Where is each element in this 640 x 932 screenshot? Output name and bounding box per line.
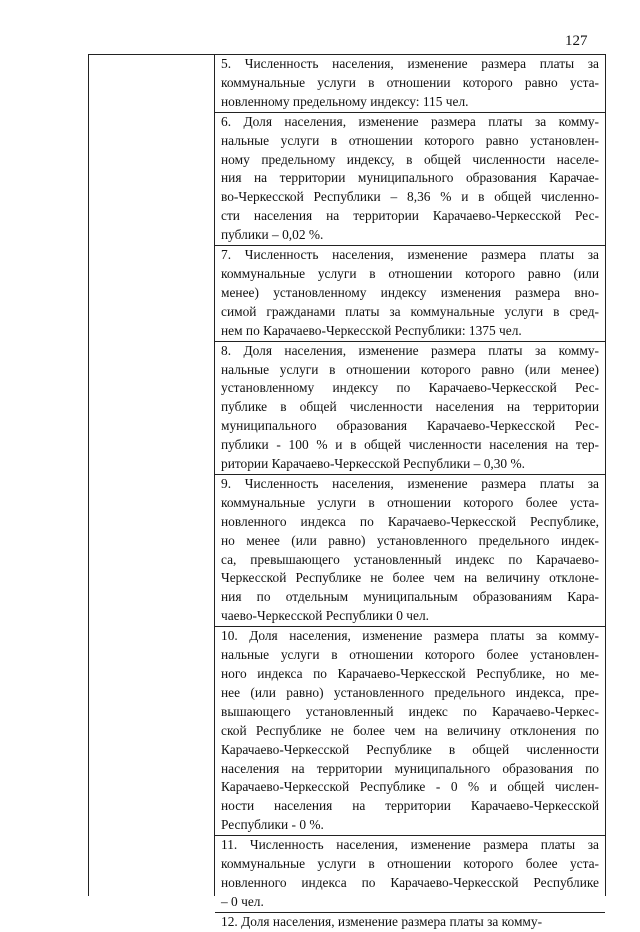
text-line: менее) установленному индексу изменения размера вно- xyxy=(221,284,599,300)
table-cell-item xyxy=(215,55,605,113)
table-cell-item xyxy=(215,627,605,836)
text-line: – 0 чел. xyxy=(221,893,264,909)
text-line: муниципального образования Карачаево-Черкесской Рес- xyxy=(221,418,599,434)
table-right-column xyxy=(215,55,605,929)
text-line: коммунальные услуги в отношении которого равно (или xyxy=(221,265,599,281)
text-line: коммунальные услуги в отношении которого равно уста- xyxy=(221,74,599,90)
table-cell-item xyxy=(215,342,605,475)
table-cell-item xyxy=(215,475,605,627)
text-line: ного индекса по Карачаево-Черкесской Республике, но ме- xyxy=(221,666,599,681)
text-line: но менее (или равно) установленного предельного индек- xyxy=(221,532,599,548)
text-line: новленного индекса по Карачаево-Черкесской Республике, xyxy=(221,513,599,529)
text-line: Черкесской Республике не более чем на величину отклоне- xyxy=(221,570,599,586)
text-line: нее (или равно) установленного предельного индекса, пре- xyxy=(221,684,599,700)
text-line: 12. Доля населения, изменение размера платы за комму- xyxy=(221,913,543,929)
table-cell-item xyxy=(215,913,605,932)
text-line: публики - 100 % и в общей численности населения на тер- xyxy=(221,437,599,453)
text-line: нальные услуги в отношении которого более установлен- xyxy=(221,647,599,663)
text-line: ния по отдельным муниципальным образованиям Кара- xyxy=(221,589,599,605)
text-line: нальные услуги в отношении которого равно установлен- xyxy=(221,132,599,148)
text-line: новленного индекса по Карачаево-Черкесской Республике xyxy=(221,874,599,890)
text-line: Республики - 0 %. xyxy=(221,817,324,833)
text-line: 7. Численность населения, изменение размера платы за xyxy=(221,247,599,263)
text-line: ской Республике не более чем на величину отклонения по xyxy=(221,722,599,738)
text-line: чаево-Черкесской Республики 0 чел. xyxy=(221,608,429,624)
text-line: Карачаево-Черкесской Республике в общей численности xyxy=(221,741,599,757)
page-number: 127 xyxy=(565,33,588,49)
table-cell-item xyxy=(215,246,605,342)
text-line: населения на территории муниципального образования по xyxy=(221,760,599,776)
text-line: сти населения на территории Карачаево-Черкесской Рес- xyxy=(221,208,599,224)
text-line: вышающего установленный индекс по Карачаево-Черкес- xyxy=(221,703,599,719)
table-cell-item xyxy=(215,836,605,913)
text-line: ритории Карачаево-Черкесской Республики – 0,30 %. xyxy=(221,456,525,472)
text-line: 9. Численность населения, изменение размера платы за xyxy=(221,475,599,491)
text-line: Карачаево-Черкесской Республике - 0 % и общей числен- xyxy=(221,779,599,795)
text-line: ному предельному индексу, в общей численности населе- xyxy=(221,151,599,167)
text-line: 5. Численность населения, изменение размера платы за xyxy=(221,56,599,71)
text-line: установленному индексу по Карачаево-Черкесской Рес- xyxy=(221,380,599,396)
text-line: публики – 0,02 %. xyxy=(221,227,324,243)
table-left-column xyxy=(89,55,215,896)
text-line: публике в общей численности населения на территории xyxy=(221,399,599,415)
table-cell-item xyxy=(215,113,605,246)
text-line: ности населения на территории Карачаево-Черкесской xyxy=(221,798,599,814)
text-line: 8. Доля населения, изменение размера платы за комму- xyxy=(221,342,599,358)
text-line: ния на территории муниципального образования Карачае- xyxy=(221,170,599,186)
text-line: коммунальные услуги в отношении которого более уста- xyxy=(221,856,599,872)
text-line: 6. Доля населения, изменение размера платы за комму- xyxy=(221,113,599,129)
text-line: нальные услуги в отношении которого равно (или менее) xyxy=(221,361,599,377)
text-line: 10. Доля населения, изменение размера платы за комму- xyxy=(221,628,599,644)
text-line: новленному предельному индексу: 115 чел. xyxy=(221,93,469,109)
text-line: коммунальные услуги в отношении которого более уста- xyxy=(221,494,599,510)
text-line: са, превышающего установленный индекс по Карачаево- xyxy=(221,551,599,567)
text-line: нем по Карачаево-Черкесской Республики: 1375 чел. xyxy=(221,322,522,338)
text-line: симой гражданами платы за коммунальные услуги в сред- xyxy=(221,303,599,319)
text-line: 11. Численность населения, изменение размера платы за xyxy=(221,837,599,853)
text-line: во-Черкесской Республики – 8,36 % и в общей численно- xyxy=(221,189,599,205)
document-table xyxy=(88,54,606,929)
